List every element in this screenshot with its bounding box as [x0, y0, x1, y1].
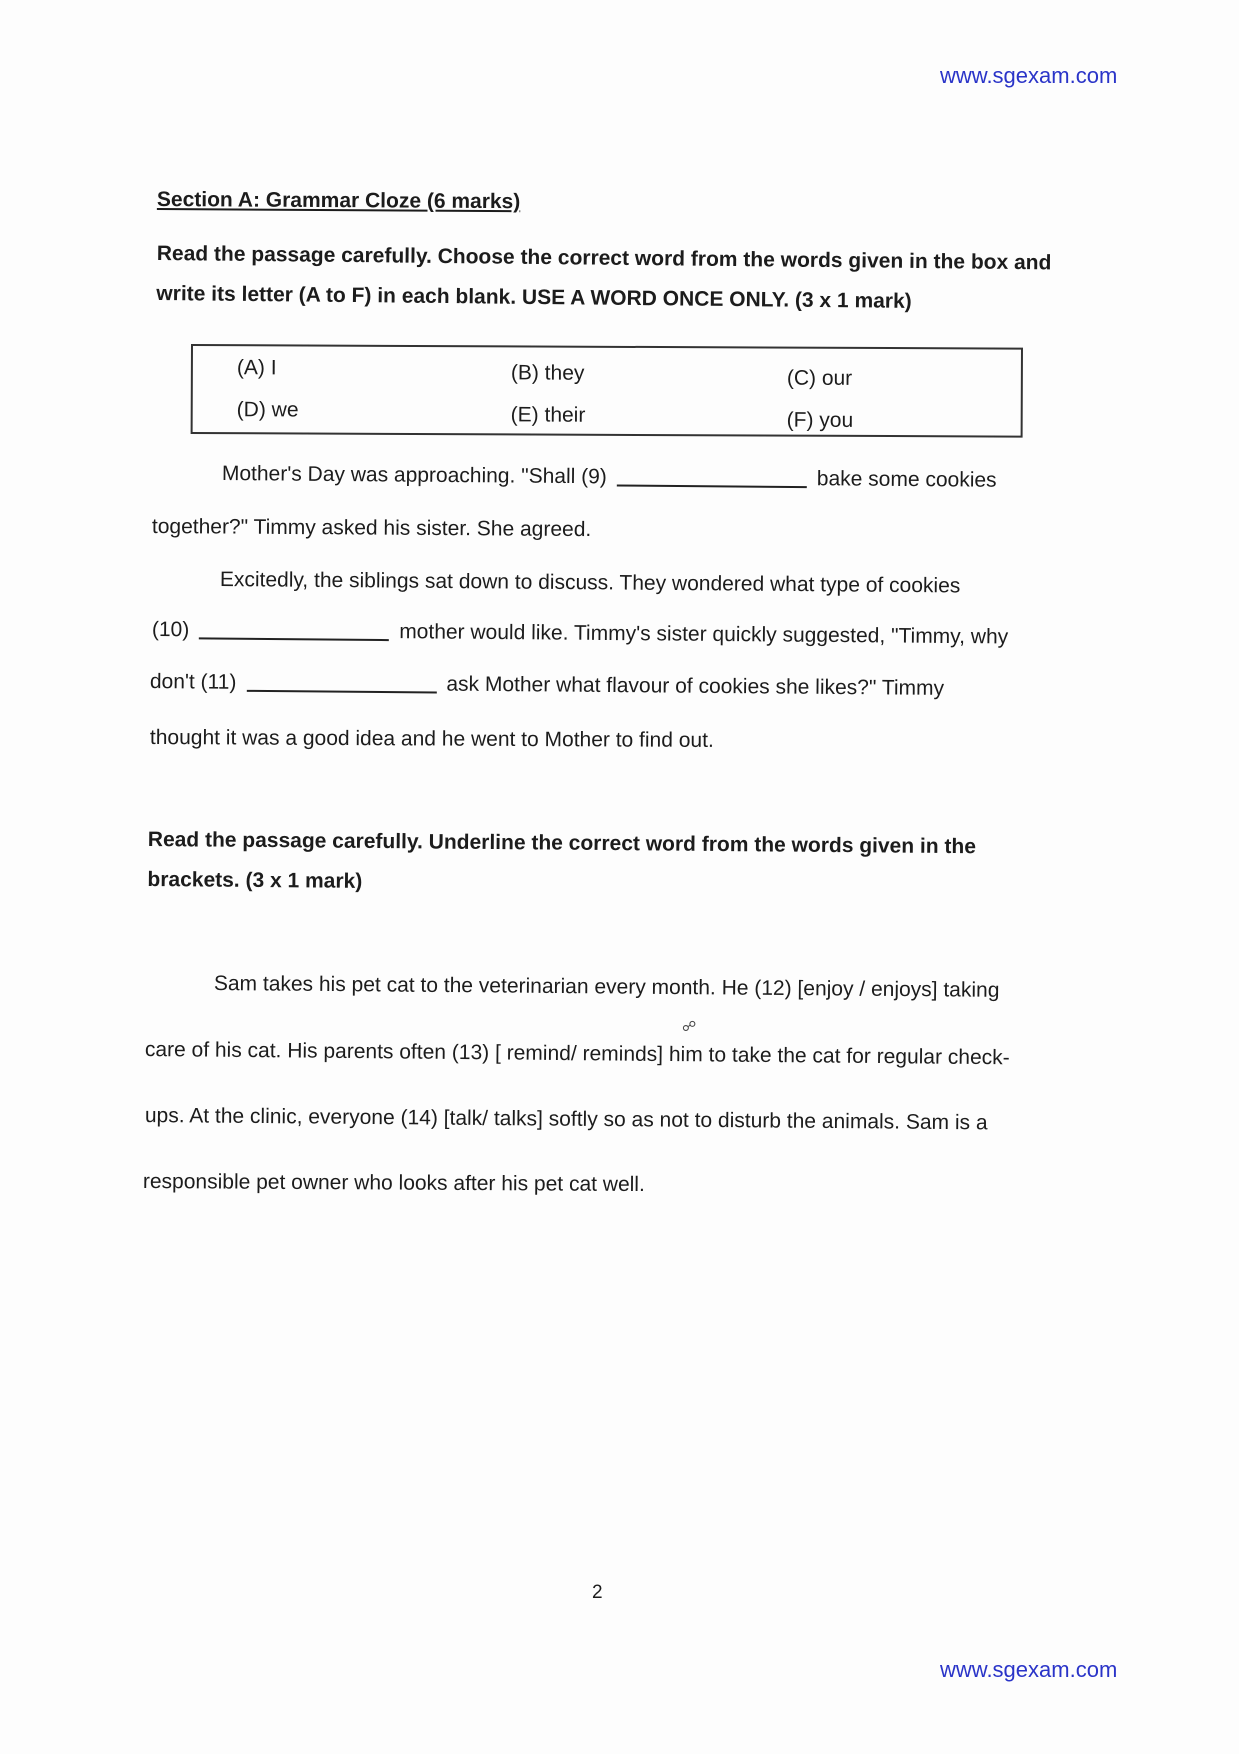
- pen-mark-icon: ☍: [682, 1018, 697, 1034]
- passage1-line: Excitedly, the siblings sat down to discuss. They wondered what type of cookies: [219, 568, 961, 598]
- passage1-line: together?" Timmy asked his sister. She agreed.: [151, 515, 592, 542]
- site-link-top[interactable]: www.sgexam.com: [940, 63, 1118, 88]
- passage1-line: thought it was a good idea and he went to Mother to find out.: [149, 726, 714, 752]
- passage1-text: (10): [151, 618, 190, 642]
- passage1-line: [152, 618, 1009, 649]
- passage1-text: don't (11): [149, 670, 237, 694]
- instruction-part1: Read the passage carefully. Choose the correct word from the words given in the box and write its letter (A to F) in each blank. USE A WORD ONCE ONLY. (3 x 1 mark): [156, 241, 1052, 313]
- passage1-text: mother would like. Timmy's sister quickly suggested, "Timmy, why: [399, 620, 1009, 649]
- passage1-text: bake some cookies: [816, 467, 997, 492]
- passage2-line: Sam takes his pet cat to the veterinarian every month. He (12) [enjoy / enjoys] taking: [213, 972, 1000, 1002]
- passage1-text: ask Mother what flavour of cookies she likes?" Timmy: [446, 672, 945, 700]
- passage2-line: care of his cat. His parents often (13) [ remind/ reminds] him to take the cat for regular check-: [144, 1038, 1010, 1070]
- word-option-a: (A) I: [236, 356, 277, 380]
- passage1-line: [222, 462, 997, 493]
- passage2-line: ups. At the clinic, everyone (14) [talk/ talks] softly so as not to disturb the animals. Sam is a: [144, 1104, 988, 1135]
- page-number: 2: [592, 1582, 603, 1603]
- word-option-f: (F) you: [786, 408, 854, 432]
- word-option-b: (B) they: [510, 361, 585, 385]
- site-link-bottom[interactable]: www.sgexam.com: [940, 1657, 1118, 1682]
- answer-blank-11[interactable]: [246, 690, 436, 694]
- word-option-e: (E) their: [510, 403, 586, 427]
- section-title: Section A: Grammar Cloze (6 marks): [156, 188, 521, 214]
- passage2-line: responsible pet owner who looks after his pet cat well.: [142, 1170, 645, 1197]
- instruction-part2: Read the passage carefully. Underline the correct word from the words given in the brackets. (3 x 1 mark): [147, 827, 977, 893]
- passage1-text: Mother's Day was approaching. "Shall (9): [221, 462, 607, 489]
- passage1-line: [150, 670, 944, 701]
- word-option-d: (D) we: [236, 398, 299, 422]
- answer-blank-9[interactable]: [617, 484, 807, 488]
- word-box: [191, 344, 1023, 438]
- answer-blank-10[interactable]: [199, 637, 389, 641]
- word-option-c: (C) our: [786, 366, 853, 390]
